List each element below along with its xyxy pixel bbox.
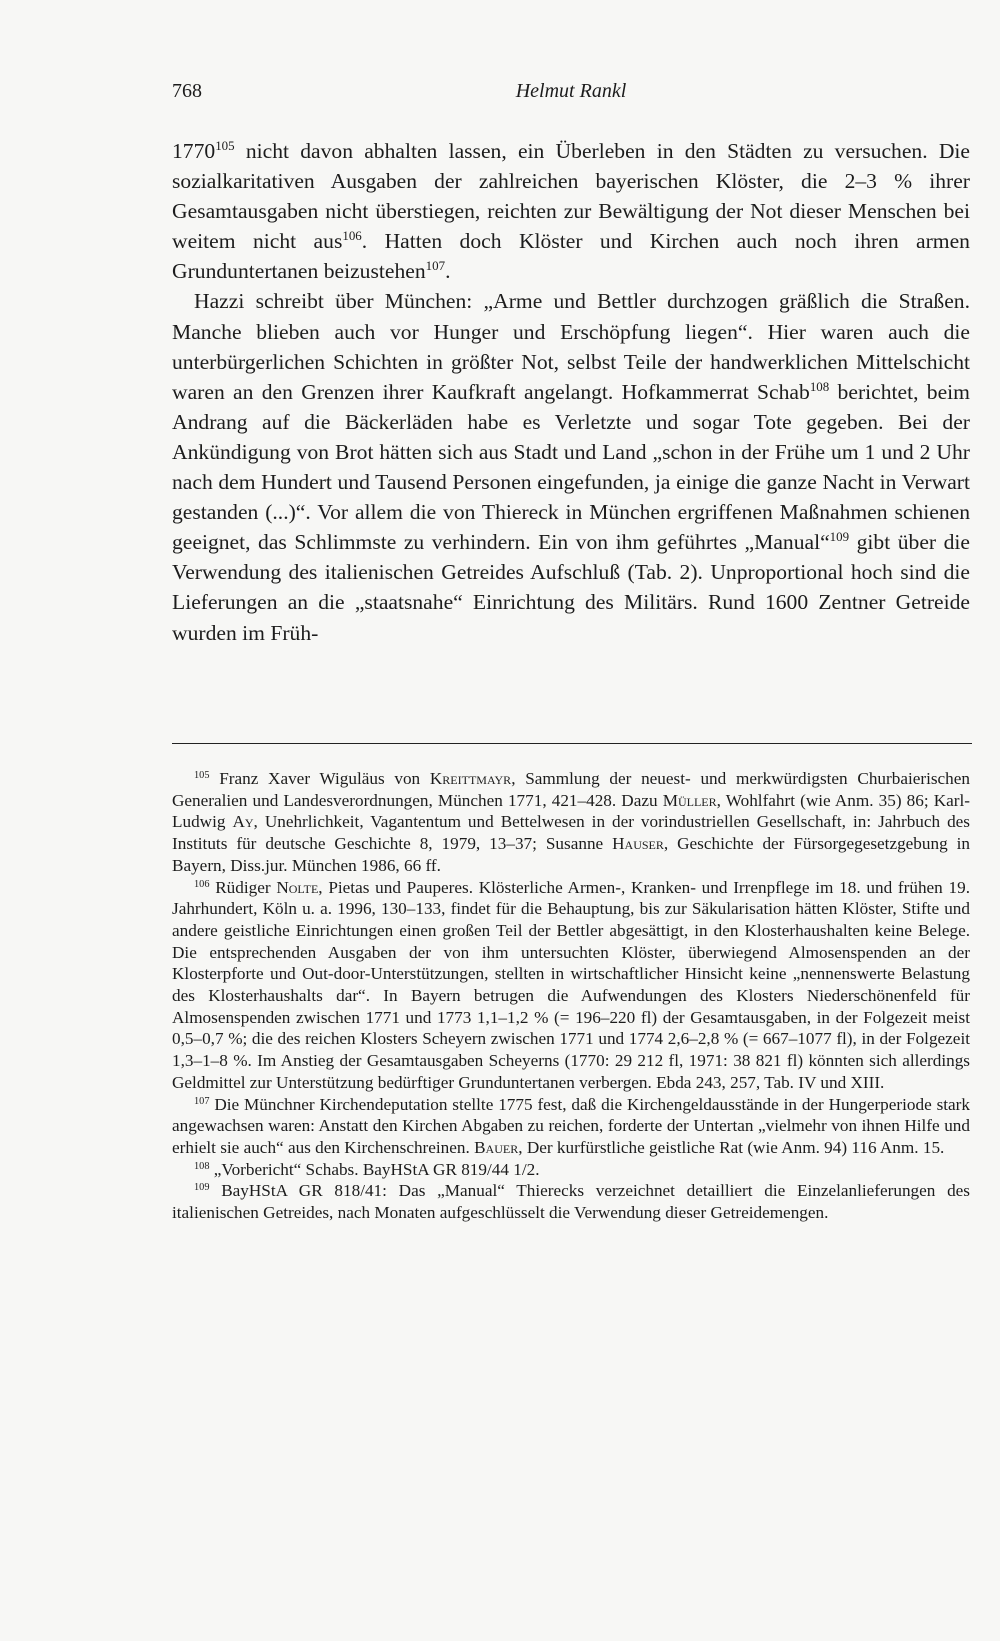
text-run: , Wohlfahrt (wie Anm. 35) 86; Karl-Ludwig <box>172 790 971 832</box>
footnote-marker: 106 <box>194 878 210 890</box>
text-run: Franz Xaver Wiguläus von <box>209 769 430 788</box>
author-name: Bauer <box>474 1137 519 1157</box>
text-run: BayHStA GR 818/41: Das „Manual“ Thierecks verzeichnet detailliert die Einzelanlieferungen des italienischen Getreides, nach Monaten aufgeschlüsselt die Verwendung dieser Getreidemengen. <box>172 1181 970 1223</box>
body-paragraph <box>172 136 970 286</box>
footnote-107 <box>172 1094 970 1159</box>
footnote-marker: 105 <box>194 769 210 781</box>
footnote-marker: 105 <box>215 138 235 154</box>
main-text <box>172 136 970 648</box>
footnote-108 <box>172 1159 970 1181</box>
text-run: „Vorbericht“ Schabs. BayHStA GR 819/44 1/2. <box>209 1159 540 1179</box>
author-name: Nolte <box>276 877 319 897</box>
text-run: Rüdiger <box>209 877 277 897</box>
footnote-marker: 106 <box>342 228 362 244</box>
footnote-marker: 107 <box>425 258 446 274</box>
text-run: nicht davon abhalten lassen, ein Überleben in den Städten zu versuchen. Die sozialkaritativen Ausgaben der zahlreichen bayerischen Klöster, die 2–3 % ihrer Gesamtausgaben nicht überstiegen, reichten zur Bewältigung der Not dieser Menschen bei weitem nicht aus <box>172 139 970 254</box>
text-run: . Hatten doch Klöster und Kirchen auch noch ihren armen Grunduntertanen beizustehen <box>172 229 970 284</box>
footnote-marker: 109 <box>829 529 850 545</box>
footnote-109 <box>172 1180 970 1223</box>
footnote-106 <box>172 877 970 1094</box>
footnote-105 <box>172 768 970 877</box>
footnote-separator <box>172 743 972 744</box>
running-header <box>172 80 970 106</box>
footnote-marker: 108 <box>194 1160 210 1172</box>
footnote-marker: 107 <box>194 1095 210 1107</box>
footnote-marker: 109 <box>194 1182 210 1194</box>
text-run: . <box>445 259 451 284</box>
author-name: Hauser <box>612 834 664 854</box>
text-run: , Der kurfürstliche geistliche Rat (wie Anm. 94) 116 Anm. 15. <box>518 1137 945 1157</box>
text-run: , Sammlung der neuest- und merkwürdigsten Churbaierischen Generalien und Landesverordnungen, München 1771, 421–428. Dazu <box>172 769 970 810</box>
author-name: Müller <box>662 790 717 810</box>
body-paragraph <box>172 286 970 647</box>
author-name: Kreittmayr <box>429 769 512 788</box>
text-run: , Geschichte der Fürsorgegesetzgebung in Bayern, Diss.jur. München 1986, 66 ff. <box>172 834 970 875</box>
text-run: 1770 <box>172 139 216 163</box>
footnote-marker: 108 <box>809 378 830 394</box>
text-run: berichtet, beim Andrang auf die Bäckerläden habe es Verletzte und sogar Tote gegeben. Bei der Ankündigung von Brot hätten sich aus Stadt und Land „schon in der Frühe um 1 und 2 Uhr nach dem Hundert und Tausend Personen eingefunden, ja einige die ganze Nacht in Verwart gestanden (...)“. Vor allem die von Thiereck in München ergriffenen Maßnahmen schienen geeignet, das Schlimmste zu verhindern. Ein von ihm geführtes „Manual“ <box>172 379 970 555</box>
text-run: gibt über die Verwendung des italienischen Getreides Aufschluß (Tab. 2). Unproportional hoch sind die Lieferungen an die „staatsnahe“ Einrichtung des Militärs. Rund 1600 Zentner Getreide wurden im Früh- <box>172 530 970 645</box>
running-head-author: Helmut Rankl <box>515 80 627 102</box>
page-number: 768 <box>172 80 202 102</box>
text-run: , Unehrlichkeit, Vagantentum und Bettelwesen in der vorindustriellen Gesellschaft, in: Jahrbuch des Instituts für deutsche Geschichte 8, 1979, 13–37; Susanne <box>172 812 970 854</box>
text-run: Die Münchner Kirchendeputation stellte 1775 fest, daß die Kirchengeldausstände in der Hungerperiode stark angewachsen waren: Anstatt den Kirchen Abgaben zu reichen, forderte der Untertan „vielmehr von ihnen Hilfe und erhielt sie auch“ aus den Kirchenschreinen. <box>172 1094 970 1157</box>
footnotes <box>172 768 970 1224</box>
author-name: Ay <box>232 812 254 832</box>
text-run: Hazzi schreibt über München: „Arme und Bettler durchzogen gräßlich die Straßen. Manche blieben auch vor Hunger und Erschöpfung liegen“. Hier waren auch die unterbürgerlichen Schichten in größter Not, selbst Teile der handwerklichen Mittelschicht waren an den Grenzen ihrer Kaufkraft angelangt. Hofkammerrat Schab <box>172 289 970 404</box>
text-run: , Pietas und Pauperes. Klösterliche Armen-, Kranken- und Irrenpflege im 18. und frühen 19. Jahrhundert, Köln u. a. 1996, 130–133, findet für die Behauptung, bis zur Säkularisation hätten Klöster, Stifte und andere geistliche Einrichtungen einen großen Teil der Bettler abgesättigt, in den Klosterhaushalten keine Belege. Die entsprechenden Ausgaben der von ihm untersuchten Klöster, überwiegend Almosenspenden an der Klosterpforte und Out-door-Unterstützungen, stellten in wirtschaftlicher Hinsicht keine „nennenswerte Belastung des Klosterhaushalts dar“. In Bayern betrugen die Aufwendungen des Klosters Niederschönenfeld für Almosenspenden zwischen 1771 und 1773 1,1–1,2 % (= 196–220 fl) der Gesamtausgaben, in der Folgezeit meist 0,5–0,7 %; die des reichen Klosters Scheyern zwischen 1771 und 1774 2,6–2,8 % (= 667–1077 fl), in der Folgezeit 1,3–1–8 %. Im Anstieg der Gesamtausgaben Scheyerns (1770: 29 212 fl, 1971: 38 821 fl) könnten sich allerdings Geldmittel zur Unterstützung bedürftiger Grunduntertanen verbergen. Ebda 243, 257, Tab. IV und XIII. <box>172 877 970 1092</box>
